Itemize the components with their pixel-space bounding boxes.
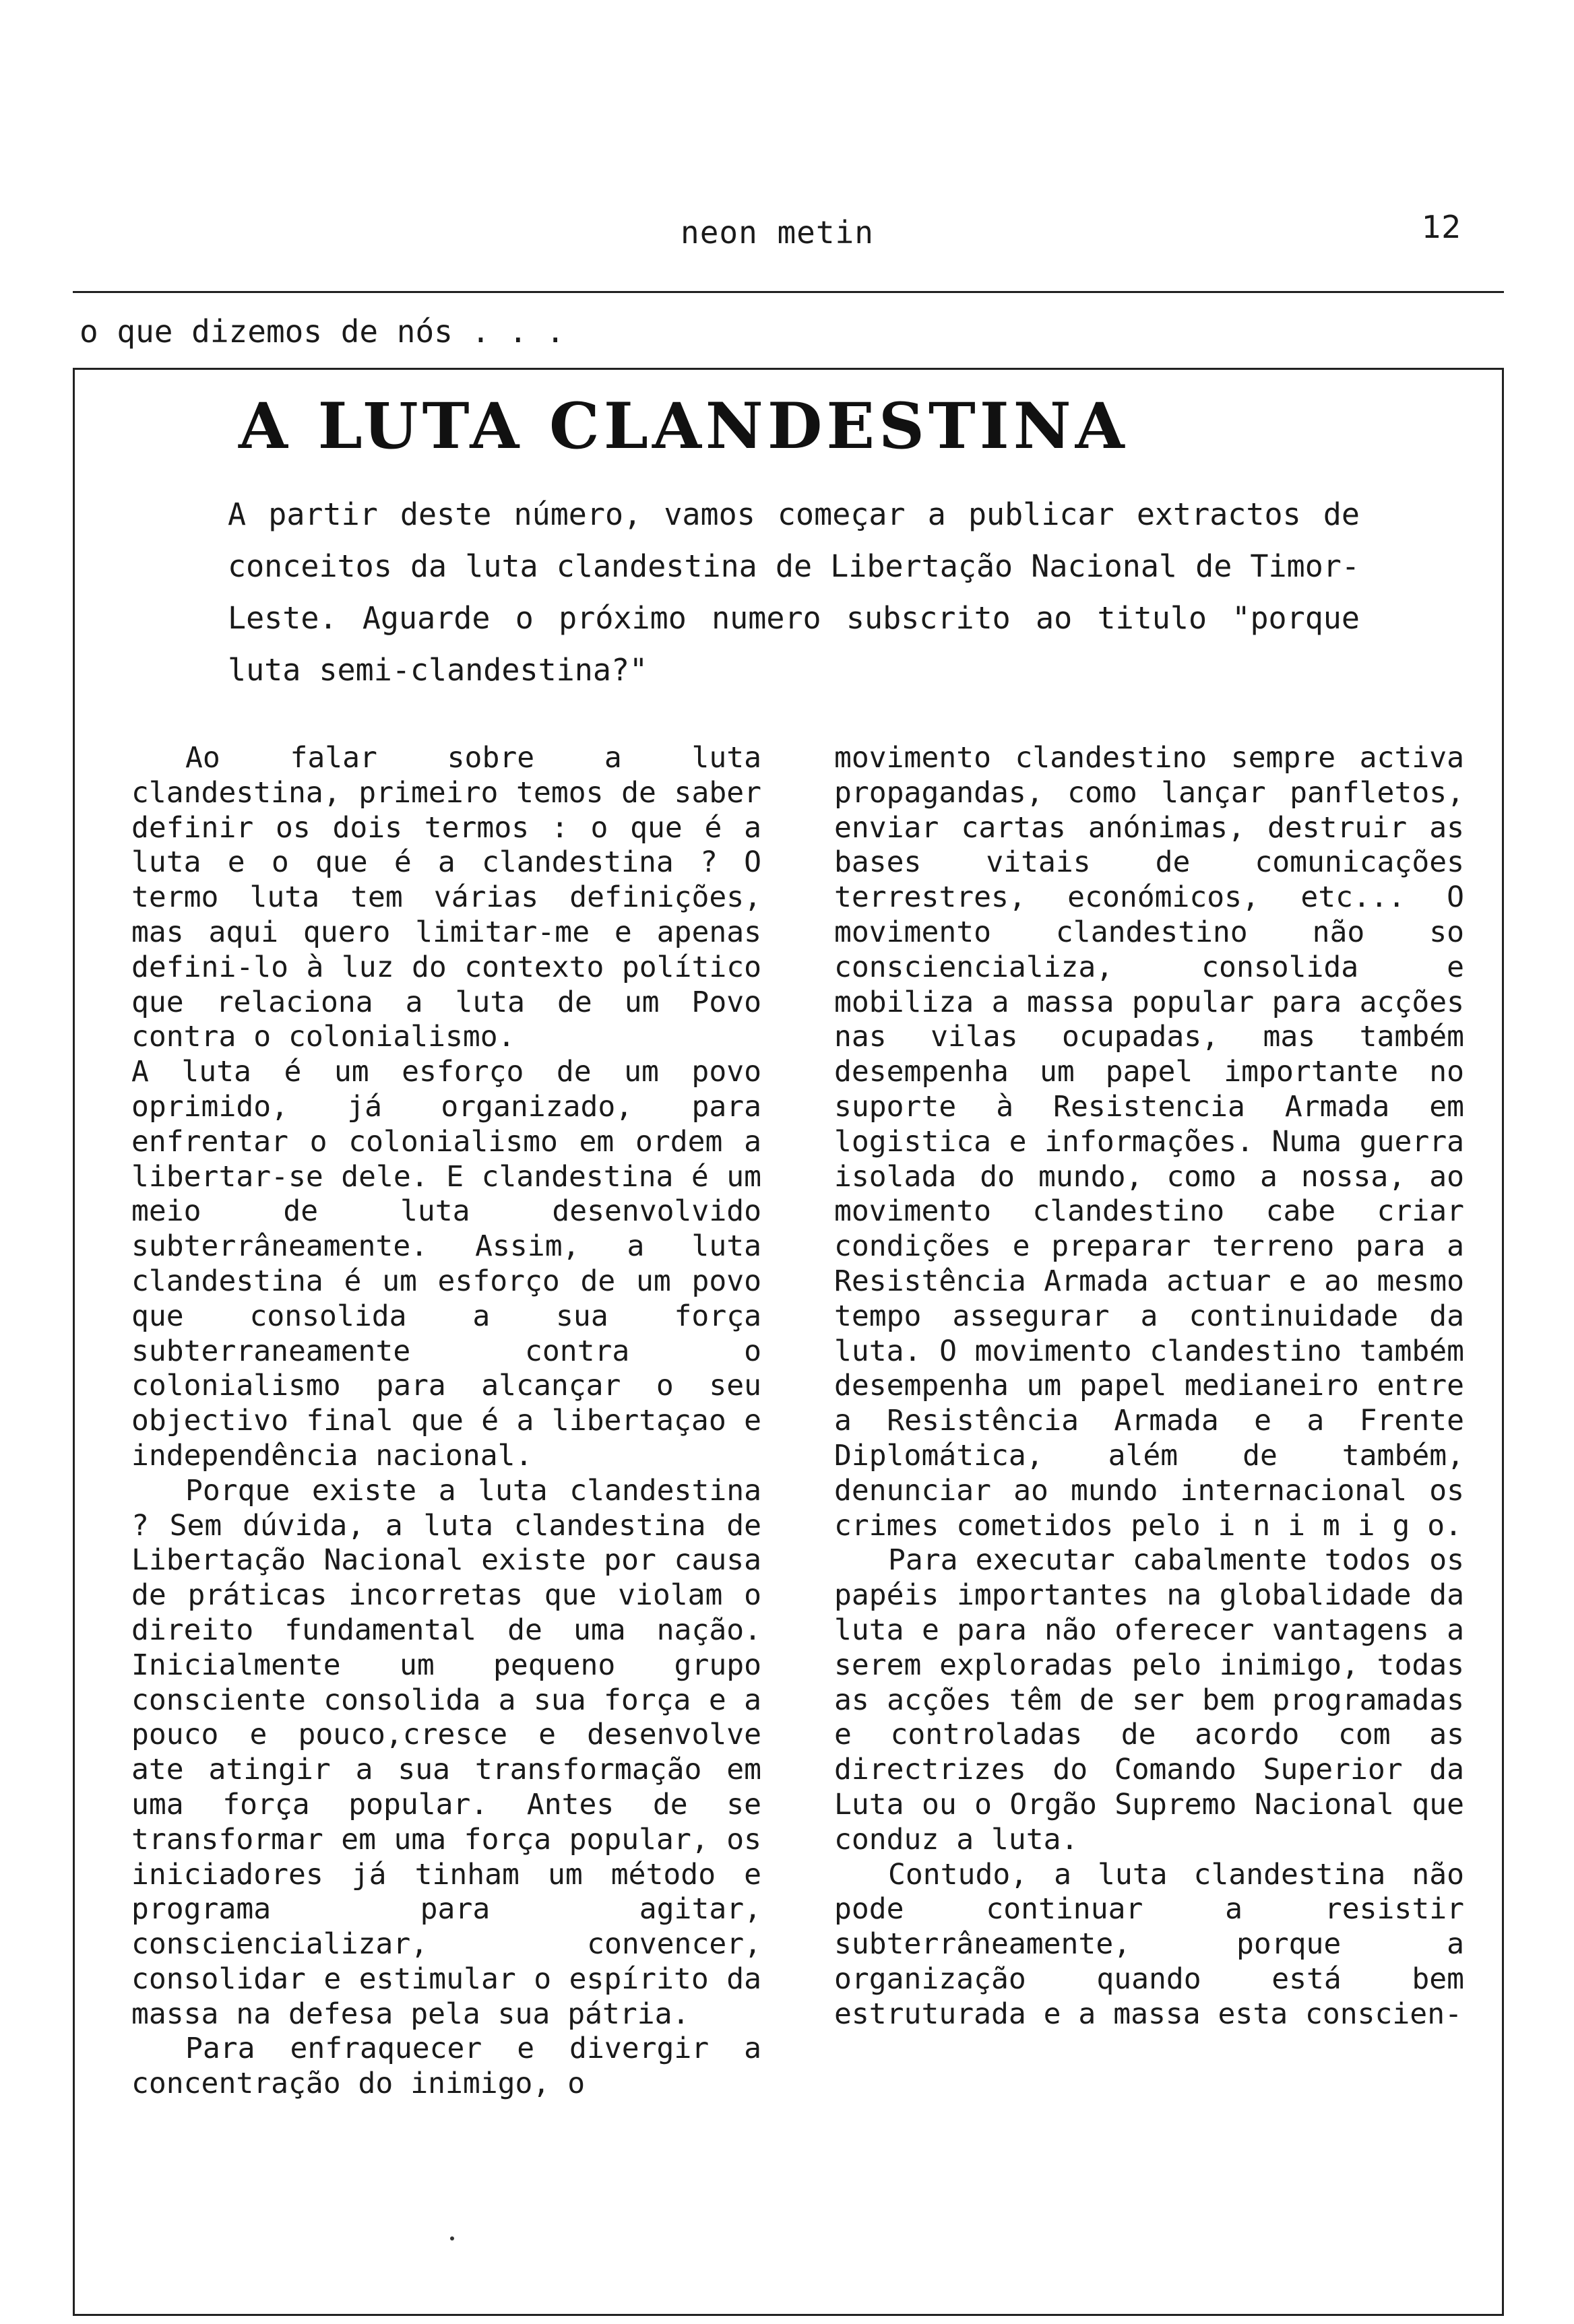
left-paragraph-3: Porque existe a luta clandestina ? Sem dúvida, a luta clandestina de Libertação Nacional existe por causa de práticas incorretas que violam o direito fundamental de uma nação. Inicialmente um pequeno grupo consciente consolida a sua força e a pouco e pouco,cresce e desenvolve ate atingir a sua transformação em uma força popular. Antes de se transformar em uma força popular, os iniciadores já tinham um método e programa para agitar, consciencializar, convencer, consolidar e estimular o espírito da massa na defesa pela sua pátria.	[131, 1473, 761, 2031]
left-paragraph-1: Ao falar sobre a luta clandestina, primeiro temos de saber definir os dois termos : o que é a luta e o que é a clandestina ? O termo luta tem várias definições, mas aqui quero limitar-me e apenas defini-lo à luz do contexto político que relaciona a luta de um Povo contra o colonialismo.	[131, 741, 761, 1054]
article-intro: A partir deste número, vamos começar a publicar extractos de conceitos da luta clandestina de Libertação Nacional de Timor-Leste. Aguarde o próximo numero subscrito ao titulo "porque luta semi-clandestina?"	[228, 496, 1360, 688]
right-paragraph-1: movimento clandestino sempre activa propagandas, como lançar panfletos, enviar cartas anónimas, destruir as bases vitais de comunicações terrestres, económicos, etc... O movimento clandestino não so consciencializa, consolida e mobiliza a massa popular para acções nas vilas ocupadas, mas também desempenha um papel importante no suporte à Resistencia Armada em logistica e informações. Numa guerra isolada do mundo, como a nossa, ao movimento clandestino cabe criar condições e preparar terreno para a Resistência Armada actuar e ao mesmo tempo assegurar a continuidade da luta. O movimento clandestino também desempenha um papel medianeiro entre a Resistência Armada e a Frente Diplomática, além de também, denunciar ao mundo internacional os crimes cometidos pelo i n i m i g o.	[834, 741, 1464, 1543]
page-number: 12	[1422, 209, 1461, 245]
scan-speck	[450, 2236, 454, 2240]
right-paragraph-3: Contudo, a luta clandestina não pode continuar a resistir subterrâneamente, porque a organização quando está bem estruturada e a massa esta conscien-	[834, 1857, 1464, 2031]
section-label: o que dizemos de nós . . .	[80, 313, 565, 350]
header-divider	[73, 291, 1504, 293]
right-paragraph-2: Para executar cabalmente todos os papéis importantes na globalidade da luta e para não oferecer vantagens a serem exploradas pelo inimigo, todas as acções têm de ser bem programadas e controladas de acordo com as directrizes do Comando Superior da Luta ou o Orgão Supremo Nacional que conduz a luta.	[834, 1543, 1464, 1857]
left-paragraph-4: Para enfraquecer e divergir a concentração do inimigo, o	[131, 2032, 761, 2101]
article-headline: A LUTA CLANDESTINA	[239, 389, 1129, 463]
article-right-column	[834, 741, 1464, 2032]
article-left-column	[131, 741, 761, 2102]
left-paragraph-2: A luta é um esforço de um povo oprimido, já organizado, para enfrentar o colonialismo em ordem a libertar-se dele. E clandestina é um meio de luta desenvolvido subterrâneamente. Assim, a luta clandestina é um esforço de um povo que consolida a sua força subterraneamente contra o colonialismo para alcançar o seu objectivo final que é a libertaçao e independência nacional.	[131, 1055, 761, 1473]
header-title: neon metin	[681, 214, 874, 251]
